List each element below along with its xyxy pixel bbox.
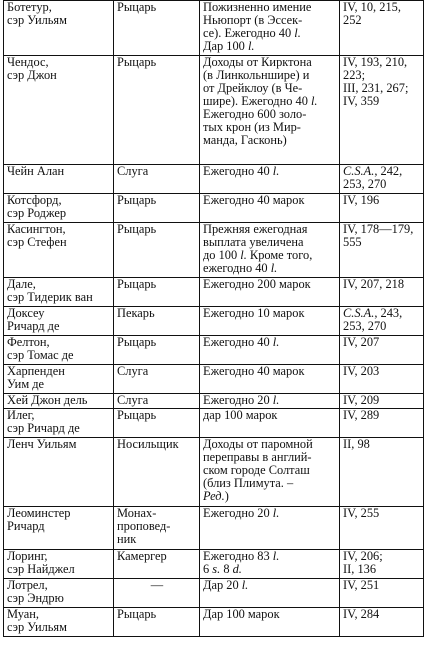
status-line: Рыцарь (117, 0, 157, 14)
ref-line: IV, 289 (343, 408, 380, 422)
cell-ref (340, 165, 424, 194)
cell-grant (200, 438, 340, 507)
cell-ref (340, 56, 424, 165)
table-row (4, 507, 424, 550)
cell-grant (200, 307, 340, 336)
status-line: Слуга (117, 164, 149, 178)
grant-line: Пожизненно имение (203, 0, 312, 14)
grant-line: Прежняя ежегодная (203, 222, 308, 236)
cell-status (114, 223, 200, 278)
ref-line: IV, 178—179, (343, 222, 414, 236)
cell-grant (200, 223, 340, 278)
ref-line: IV, 209 (343, 393, 380, 407)
name-line: сэр Томас де (7, 348, 74, 362)
name-line: сэр Уильям (7, 13, 67, 27)
ref-line: 253, 270 (343, 177, 387, 191)
cell-ref (340, 278, 424, 307)
ref-line: IV, 251 (343, 578, 380, 592)
table-row (4, 394, 424, 409)
grants-table-body (4, 1, 424, 637)
name-line: Ричард (7, 519, 45, 533)
name-line: сэр Уильям (7, 620, 67, 634)
cell-grant (200, 507, 340, 550)
ref-line: IV, 206; (343, 549, 383, 563)
ref-line: IV, 207, 218 (343, 277, 405, 291)
name-line: сэр Стефен (7, 235, 67, 249)
grant-line: Ред.) (203, 489, 229, 503)
cell-name (4, 223, 114, 278)
name-line: Ботетур, (7, 0, 52, 14)
name-line: сэр Эндрю (7, 591, 64, 605)
grant-line: Ежегодно 40 марок (203, 364, 305, 378)
cell-ref (340, 608, 424, 637)
cell-status (114, 56, 200, 165)
cell-grant (200, 579, 340, 608)
table-row (4, 223, 424, 278)
cell-ref (340, 394, 424, 409)
table-row (4, 438, 424, 507)
status-line: Рыцарь (117, 55, 157, 69)
name-line: Ричард де (7, 319, 60, 333)
status-line: проповед- (117, 519, 171, 533)
cell-ref (340, 307, 424, 336)
status-line: — (150, 578, 164, 592)
grant-line: Ежегодно 40 l. (203, 335, 280, 349)
ref-line: IV, 207 (343, 335, 380, 349)
name-line: Лоринг, (7, 549, 48, 563)
name-line: Чейн Алан (7, 164, 65, 178)
cell-name (4, 394, 114, 409)
name-line: Касингтон, (7, 222, 66, 236)
cell-grant (200, 365, 340, 394)
name-line: Доксеу (7, 306, 45, 320)
name-line: сэр Роджер (7, 206, 67, 220)
grant-line: выплата увеличена (203, 235, 304, 249)
cell-grant (200, 409, 340, 438)
ref-line: 555 (343, 235, 362, 249)
cell-ref (340, 336, 424, 365)
cell-ref (340, 550, 424, 579)
grant-line: от Дрейклоу (в Че- (203, 81, 303, 95)
grant-line: Ежегодно 20 l. (203, 506, 280, 520)
cell-ref (340, 579, 424, 608)
grant-line: Дар 20 l. (203, 578, 249, 592)
grant-line: до 100 l. Кроме того, (203, 248, 313, 262)
grant-line: Дар 100 l. (203, 39, 255, 53)
name-line: Харпенден (7, 364, 65, 378)
grant-line: Ежегодно 10 марок (203, 306, 305, 320)
cell-status (114, 307, 200, 336)
cell-ref (340, 507, 424, 550)
ref-line: II, 136 (343, 562, 377, 576)
grant-line: Ежегодно 600 золо- (203, 107, 307, 121)
grant-line: Доходы от Кирктона (203, 55, 312, 69)
grant-line: Ежегодно 40 l. (203, 164, 280, 178)
ref-line: IV, 203 (343, 364, 380, 378)
cell-grant (200, 194, 340, 223)
ref-line: IV, 193, 210, (343, 55, 408, 69)
cell-status (114, 394, 200, 409)
status-line: ник (117, 532, 137, 546)
grant-line: 6 s. 8 d. (203, 562, 242, 576)
status-line: Камергер (117, 549, 167, 563)
ref-line: C.S.A., 242, (343, 164, 403, 178)
ref-line: IV, 10, 215, (343, 0, 401, 14)
cell-status (114, 608, 200, 637)
status-line: Носильщик (117, 437, 179, 451)
grant-line: ежегодно 40 l. (203, 261, 278, 275)
status-line: Рыцарь (117, 277, 157, 291)
name-line: сэр Тидерик ван (7, 290, 93, 304)
cell-ref (340, 438, 424, 507)
status-line: Рыцарь (117, 335, 157, 349)
cell-grant (200, 608, 340, 637)
grant-line: Ньюпорт (в Эссек- (203, 13, 303, 27)
name-line: Фелтон, (7, 335, 50, 349)
cell-grant (200, 56, 340, 165)
grant-line: Ежегодно 200 марок (203, 277, 311, 291)
status-line: Слуга (117, 364, 149, 378)
cell-name (4, 165, 114, 194)
grant-line: тых крон (из Мир- (203, 120, 301, 134)
ref-line: III, 231, 267; (343, 81, 409, 95)
table-row (4, 1, 424, 56)
cell-name (4, 550, 114, 579)
name-line: Дале, (7, 277, 36, 291)
name-line: Чендос, (7, 55, 49, 69)
name-line: Муан, (7, 607, 39, 621)
grant-line: Ежегодно 20 l. (203, 393, 280, 407)
cell-grant (200, 550, 340, 579)
cell-status (114, 409, 200, 438)
grant-line: Дар 100 марок (203, 607, 280, 621)
name-line: сэр Найджел (7, 562, 75, 576)
name-line: Леоминстер (7, 506, 71, 520)
ref-line: IV, 196 (343, 193, 380, 207)
ref-line: 252 (343, 13, 362, 27)
cell-name (4, 307, 114, 336)
grant-line: переправы в англий- (203, 450, 312, 464)
grant-line: Ежегодно 83 l. (203, 549, 280, 563)
ref-line: IV, 359 (343, 94, 380, 108)
table-row (4, 409, 424, 438)
cell-name (4, 409, 114, 438)
cell-ref (340, 223, 424, 278)
cell-status (114, 1, 200, 56)
cell-name (4, 336, 114, 365)
name-line: Ленч Уильям (7, 437, 77, 451)
cell-name (4, 365, 114, 394)
grant-line: дар 100 марок (203, 408, 278, 422)
table-row (4, 56, 424, 165)
table-row (4, 278, 424, 307)
name-line: Уим де (7, 377, 45, 391)
grant-line: шире). Ежегодно 40 l. (203, 94, 318, 108)
table-row (4, 365, 424, 394)
name-line: сэр Джон (7, 68, 57, 82)
cell-status (114, 165, 200, 194)
grants-table (3, 0, 424, 637)
grant-line: се). Ежегодно 40 l. (203, 26, 301, 40)
cell-status (114, 365, 200, 394)
status-line: Рыцарь (117, 222, 157, 236)
table-row (4, 194, 424, 223)
table-row (4, 307, 424, 336)
cell-name (4, 1, 114, 56)
table-row (4, 608, 424, 637)
grant-line: (близ Плимута. – (203, 476, 294, 490)
table-row (4, 550, 424, 579)
cell-grant (200, 394, 340, 409)
ref-line: 253, 270 (343, 319, 387, 333)
cell-status (114, 278, 200, 307)
status-line: Рыцарь (117, 408, 157, 422)
grant-line: Доходы от паромной (203, 437, 313, 451)
cell-status (114, 579, 200, 608)
cell-name (4, 194, 114, 223)
ref-line: II, 98 (343, 437, 370, 451)
ref-line: IV, 284 (343, 607, 380, 621)
name-line: Котсфорд, (7, 193, 62, 207)
status-line: Рыцарь (117, 193, 157, 207)
grant-line: Ежегодно 40 марок (203, 193, 305, 207)
status-line: Слуга (117, 393, 149, 407)
ref-line: 223; (343, 68, 366, 82)
status-line: Пекарь (117, 306, 155, 320)
cell-grant (200, 336, 340, 365)
table-row (4, 165, 424, 194)
cell-name (4, 608, 114, 637)
status-line: Монах- (117, 506, 157, 520)
table-row (4, 336, 424, 365)
cell-status (114, 194, 200, 223)
ref-line: IV, 255 (343, 506, 380, 520)
cell-name (4, 56, 114, 165)
name-line: Илег, (7, 408, 35, 422)
table-row (4, 579, 424, 608)
cell-status (114, 336, 200, 365)
grant-line: (в Линкольншире) и (203, 68, 310, 82)
cell-ref (340, 365, 424, 394)
cell-name (4, 579, 114, 608)
status-line: Рыцарь (117, 607, 157, 621)
cell-grant (200, 165, 340, 194)
grant-line: манда, Гасконь) (203, 133, 287, 147)
cell-ref (340, 409, 424, 438)
name-line: Лотрел, (7, 578, 48, 592)
cell-grant (200, 278, 340, 307)
cell-ref (340, 1, 424, 56)
cell-grant (200, 1, 340, 56)
grant-line: ском городе Солташ (203, 463, 310, 477)
cell-ref (340, 194, 424, 223)
cell-status (114, 507, 200, 550)
ref-line: C.S.A., 243, (343, 306, 403, 320)
cell-status (114, 438, 200, 507)
name-line: сэр Ричард де (7, 421, 80, 435)
cell-name (4, 507, 114, 550)
name-line: Хей Джон дель (7, 393, 88, 407)
cell-status (114, 550, 200, 579)
cell-name (4, 438, 114, 507)
cell-name (4, 278, 114, 307)
